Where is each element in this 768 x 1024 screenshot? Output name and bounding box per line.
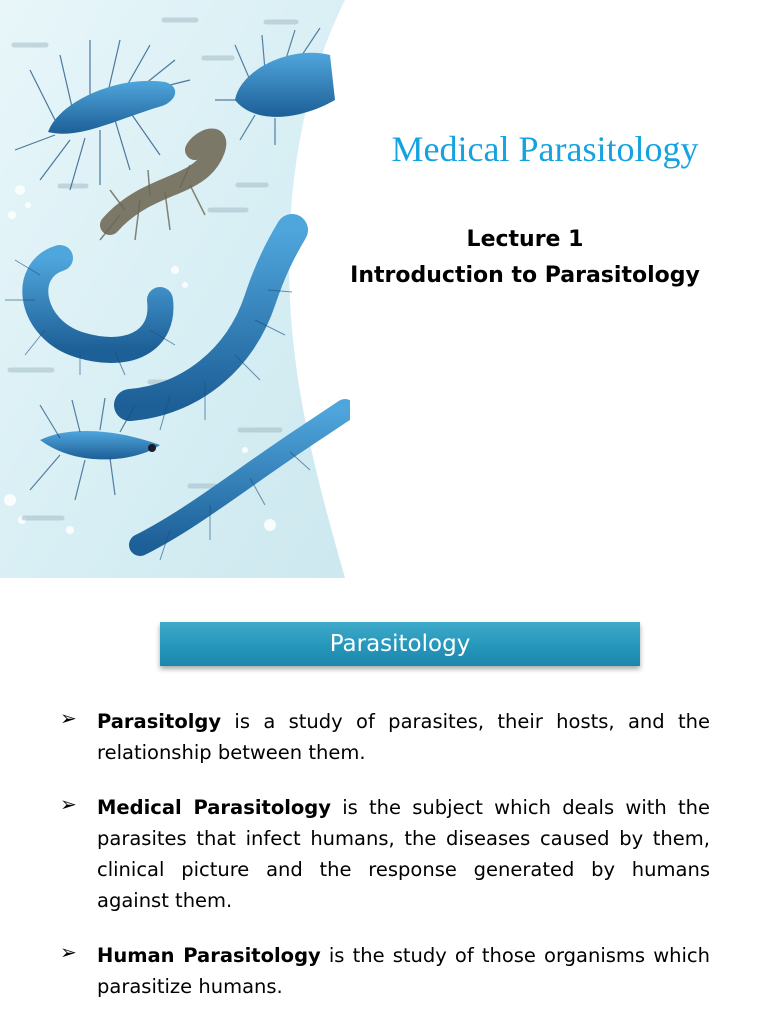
- definition-text: [97, 940, 710, 1002]
- list-item: [60, 940, 710, 1002]
- definition-term: Human Parasitology: [97, 944, 321, 967]
- definition-term: Medical Parasitology: [97, 796, 331, 819]
- lecture-number: Lecture 1: [466, 227, 584, 252]
- arrow-bullet-icon: ➢: [60, 940, 77, 964]
- arrow-bullet-icon: ➢: [60, 706, 77, 730]
- definition-body: is the subject which deals with the parasites that infect humans, the diseases caused by them, clinical picture and the response generated by humans against them.: [97, 796, 710, 912]
- list-item: [60, 792, 710, 916]
- definition-list: [60, 706, 710, 1024]
- definition-term: Parasitolgy: [97, 710, 222, 733]
- section-banner-label: Parasitology: [329, 631, 471, 657]
- section-banner: [160, 622, 640, 666]
- slide-title: Medical Parasitology: [391, 129, 699, 169]
- definition-body: is a study of parasites, their hosts, and the relationship between them.: [97, 710, 710, 764]
- definition-text: [97, 792, 710, 916]
- list-item: [60, 706, 710, 768]
- parasites-illustration: [0, 0, 350, 578]
- definition-text: [97, 706, 710, 768]
- arrow-bullet-icon: ➢: [60, 792, 77, 816]
- lecture-topic: Introduction to Parasitology: [350, 263, 700, 288]
- definition-body: is the study of those organisms which parasitize humans.: [97, 944, 711, 998]
